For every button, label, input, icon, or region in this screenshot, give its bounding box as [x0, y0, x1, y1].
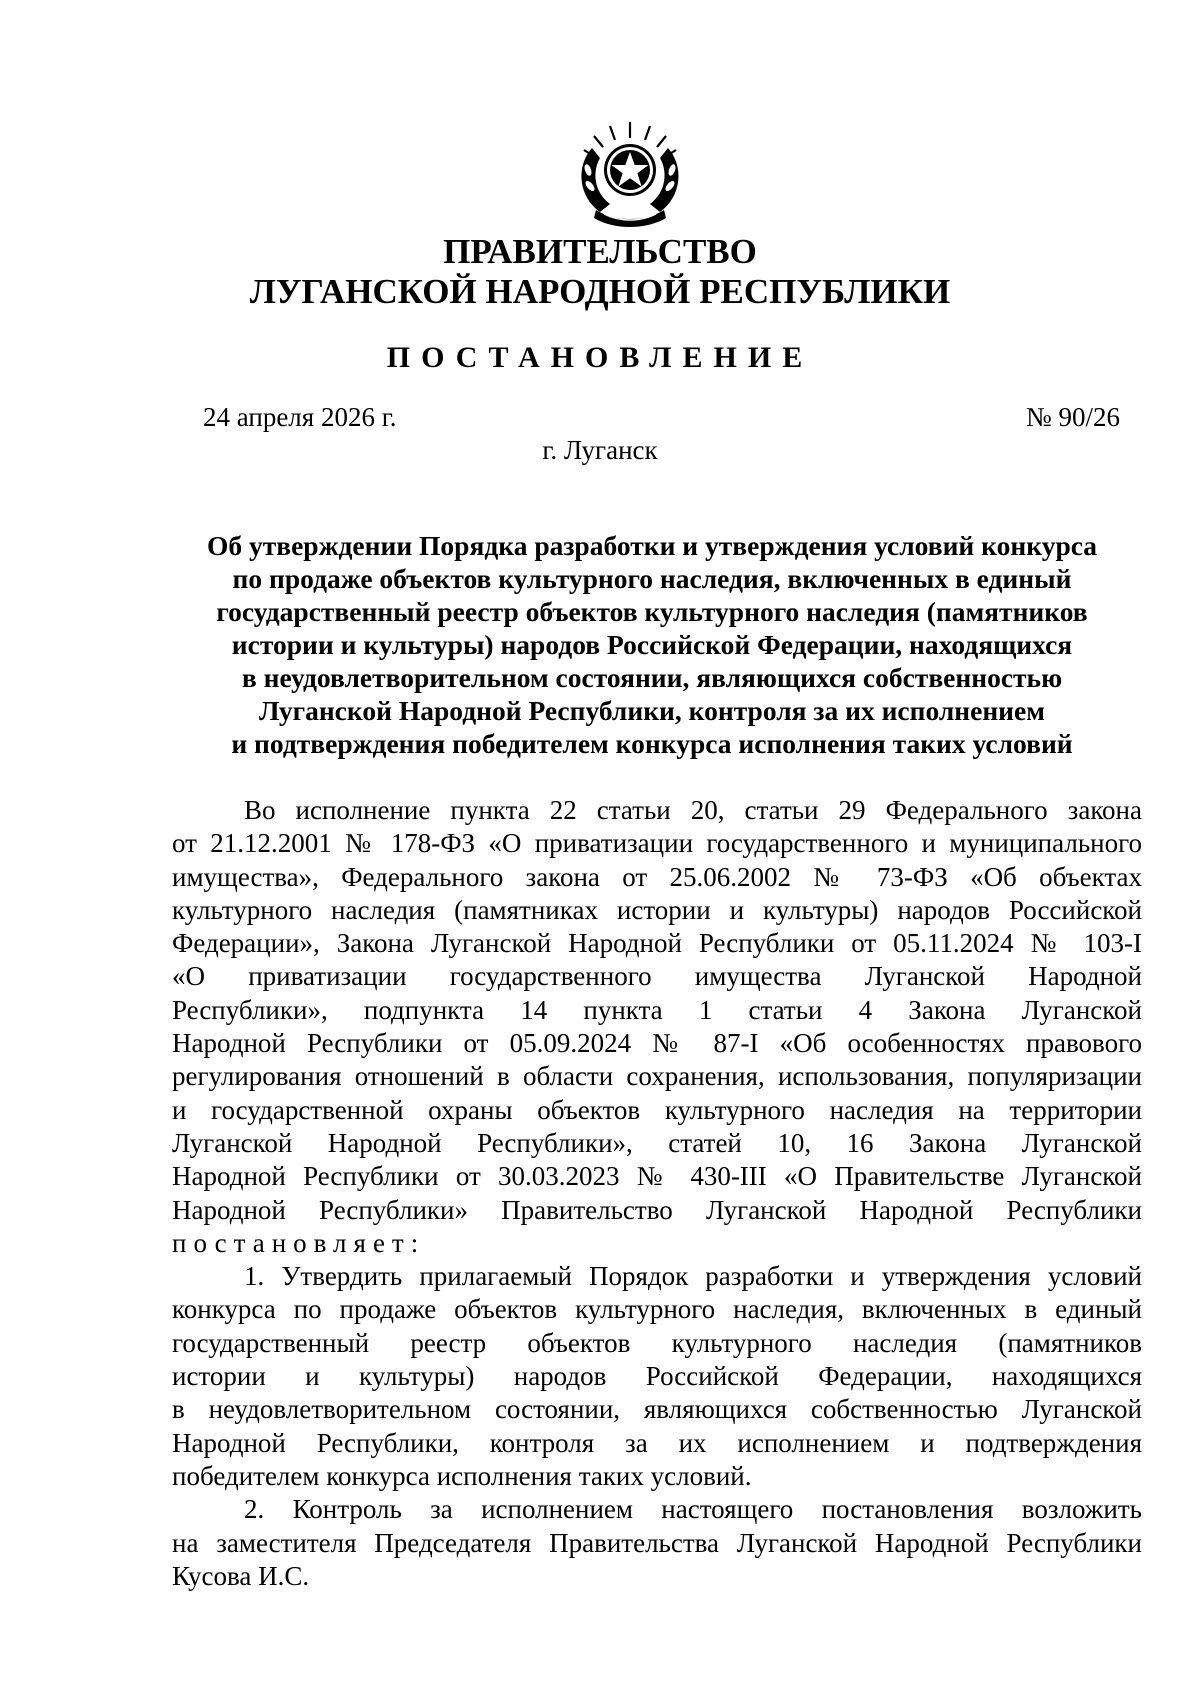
heading-line: и подтверждения победителем конкурса исполнения таких условий: [231, 728, 1073, 759]
item-2-paragraph: [172, 1493, 1142, 1593]
body-line: Республики», подпункта 14 пункта 1 статьи 4 Закона Луганской: [172, 994, 1142, 1025]
heading-line: государственный реестр объектов культурного наследия (памятников: [216, 596, 1088, 627]
body-line: на заместителя Председателя Правительства Луганской Народной Республики: [172, 1527, 1142, 1558]
body-line: Народной Республики от 05.09.2024 № 87-I «Об особенностях правового: [172, 1028, 1142, 1059]
body-line: Кусова И.С.: [172, 1560, 310, 1591]
item-1-paragraph: [172, 1260, 1142, 1493]
heading-line: в неудовлетворительном состоянии, являющихся собственностью: [241, 662, 1063, 693]
body-line: регулирования отношений в области сохранения, использования, популяризации: [172, 1061, 1142, 1092]
body-line: победителем конкурса исполнения таких условий.: [172, 1460, 752, 1491]
body-line: культурного наследия (памятниках истории и культуры) народов Российской: [172, 894, 1142, 925]
heading-line: истории и культуры) народов Российской Федерации, находящихся: [231, 629, 1073, 660]
org-name-line1: ПРАВИТЕЛЬСТВО: [443, 232, 757, 271]
body-line: от 21.12.2001 № 178-ФЗ «О приватизации государственного и муниципального: [172, 828, 1142, 859]
body-line: Народной Республики от 30.03.2023 № 430-III «О Правительстве Луганской: [172, 1161, 1142, 1192]
resolves-word: постановляет:: [172, 1227, 426, 1258]
heading-line: по продаже объектов культурного наследия, включенных в единый: [232, 563, 1072, 594]
document-type: ПОСТАНОВЛЕНИЕ: [386, 341, 814, 374]
body-line: имущества», Федерального закона от 25.06.2002 № 73-ФЗ «Об объектах: [172, 861, 1142, 892]
body-line: истории и культуры) народов Российской Федерации, находящихся: [172, 1361, 1142, 1392]
document-body: [172, 794, 1142, 1593]
body-line: Народной Республики» Правительство Луганской Народной Республики: [172, 1194, 1142, 1225]
body-line: «О приватизации государственного имущества Луганской Народной: [172, 961, 1142, 992]
emblem-icon: [570, 118, 690, 230]
heading-line: Об утверждении Порядка разработки и утверждения условий конкурса: [206, 530, 1098, 561]
body-line: конкурса по продаже объектов культурного наследия, включенных в единый: [172, 1294, 1142, 1325]
document-city: г. Луганск: [542, 435, 658, 465]
body-line: 1. Утвердить прилагаемый Порядок разработки и утверждения условий: [244, 1261, 1142, 1292]
body-line: Народной Республики, контроля за их исполнением и подтверждения: [172, 1427, 1142, 1458]
body-line: Во исполнение пункта 22 статьи 20, статьи 29 Федерального закона: [244, 795, 1142, 825]
heading-line: Луганской Народной Республики, контроля за их исполнением: [259, 695, 1045, 726]
body-line: в неудовлетворительном состоянии, являющихся собственностью Луганской: [172, 1394, 1142, 1425]
body-line: Луганской Народной Республики», статей 10, 16 Закона Луганской: [172, 1127, 1142, 1158]
document-heading: [172, 529, 1132, 760]
org-name-line2: ЛУГАНСКОЙ НАРОДНОЙ РЕСПУБЛИКИ: [249, 272, 951, 311]
document-number: № 90/26: [1025, 402, 1120, 432]
body-line: Федерации», Закона Луганской Народной Республики от 05.11.2024 № 103-I: [172, 928, 1142, 959]
document-date: 24 апреля 2026 г.: [203, 402, 397, 432]
body-line: государственный реестр объектов культурного наследия (памятников: [172, 1327, 1142, 1358]
preamble-paragraph: [172, 794, 1142, 1260]
body-line: 2. Контроль за исполнением настоящего постановления возложить: [244, 1494, 1142, 1525]
body-line: и государственной охраны объектов культурного наследия на территории: [172, 1094, 1142, 1125]
